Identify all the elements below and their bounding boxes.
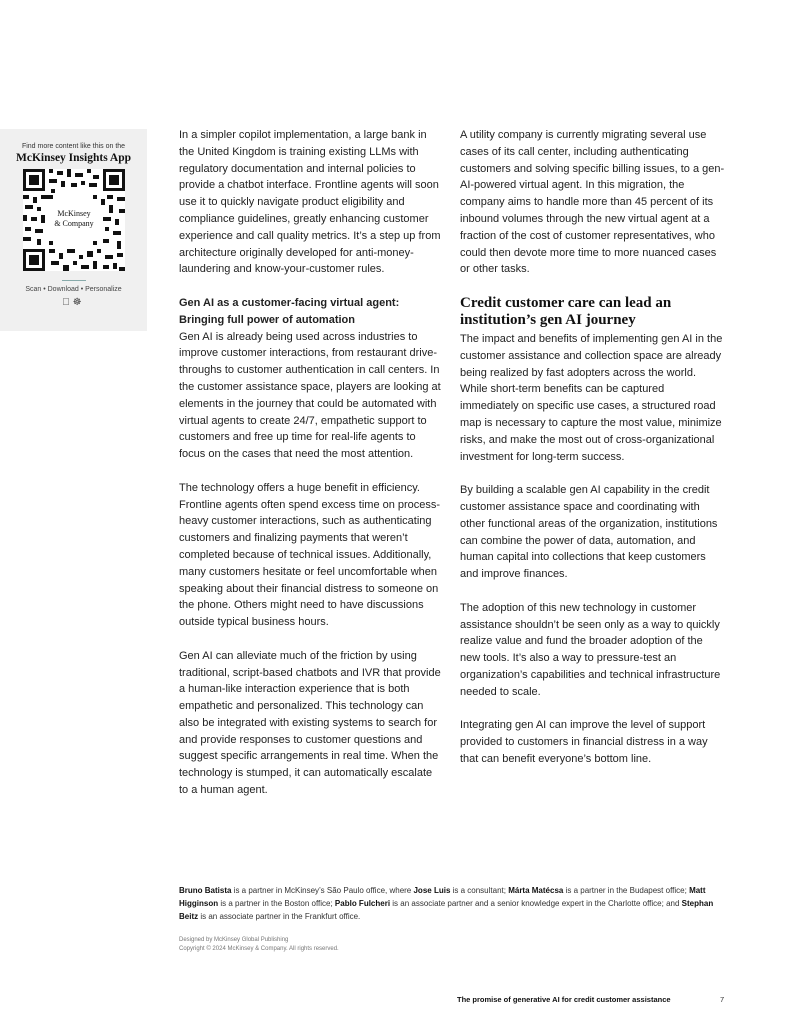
paragraph: The impact and benefits of implementing gen AI in the customer assistance and collection space are already being realized by fast adopters across the world. While short-term benefits can be captured immediately on specific use cases, a structured road map is necessary to capture the most value, minimize risks, and make the most out of cross-organizational investment for long-term success.: [460, 332, 723, 463]
author-name: Stephan Beitz: [179, 899, 714, 921]
page-number: 7: [720, 995, 725, 1004]
paragraph: Gen AI can alleviate much of the friction by using traditional, script-based chatbots and IVR that provide a human-like interaction experience that is both empathetic and personalized. This technology can also be integrated with existing systems to search for and provide responses to customer questions and suggest specific arrangements in real time. When the technology is stumped, it can automatically escalate to a human agent.: [179, 649, 441, 797]
credits: [179, 936, 339, 954]
author-name: Márta Matécsa: [508, 886, 564, 895]
promo-tagline: Scan • Download • Personalize: [25, 286, 122, 293]
apple-icon[interactable]: [62, 297, 73, 308]
author-name: Jose Luis: [413, 886, 451, 895]
copyright: Copyright © 2024 McKinsey & Company. All rights reserved.: [179, 946, 339, 952]
designed-by: Designed by McKinsey Global Publishing: [179, 937, 289, 943]
qr-code[interactable]: [23, 169, 125, 271]
left-column: [179, 127, 444, 816]
android-icon[interactable]: ☸: [67, 297, 80, 308]
promo-divider: [62, 280, 86, 281]
paragraph: The adoption of this new technology in customer assistance shouldn’t be seen only as a way to quickly realize value and fund the broader adoption of the new tools. It’s also a way to pressure-test an organization’s capabilities and technical infrastructure needed to scale.: [460, 601, 721, 698]
author-name: Matt Higginson: [179, 886, 706, 908]
author-bios: [179, 884, 719, 923]
author-text: is an associate partner in the Frankfurt office.: [198, 912, 361, 921]
paragraph: In a simpler copilot implementation, a large bank in the United Kingdom is training existing LLMs with regulatory documentation and internal policies to provide a chatbot interface. Frontline agents will soon use it to quickly navigate product eligibility and compliance guidelines, greatly enhancing customer experience and call quality metrics. It’s a step up from architecture originally developed for anti-money-laundering and know-your-customer rules.: [179, 129, 441, 276]
store-icons: [0, 297, 147, 308]
author-text: is an associate partner and a senior knowledge expert in the Charlotte office; and: [390, 899, 682, 908]
section-title: Credit customer care can lead an institution’s gen AI journey: [460, 294, 672, 328]
right-column: [460, 127, 725, 784]
promo-find-more: Find more content like this on the: [21, 143, 126, 150]
author-name: Bruno Batista: [179, 886, 232, 895]
qr-logo-line1: McKinsey: [56, 209, 91, 218]
paragraph: Integrating gen AI can improve the level of support provided to customers in financial distress in a way that can benefit everyone’s bottom line.: [460, 719, 708, 765]
promo-app-name: McKinsey Insights App: [15, 152, 132, 164]
paragraph: A utility company is currently migrating several use cases of its call center, including authenticating customers and solving specific billing issues, to a gen-AI-powered virtual agent. In this migration, the company aims to handle more than 45 percent of its inbound volumes through the new virtual agent at a fraction of the cost of customer representatives, who could then devote more time to more nuanced cases or other tasks.: [460, 129, 725, 276]
qr-logo-line2: & Company: [53, 219, 94, 228]
subhead: Gen AI as a customer-facing virtual agent: Bringing full power of automation: [179, 296, 400, 326]
author-name: Pablo Fulcheri: [334, 899, 391, 908]
author-text: is a partner in the Boston office;: [218, 899, 335, 908]
insights-app-promo: [0, 129, 147, 331]
author-text: is a partner in the Budapest office;: [563, 886, 690, 895]
footer-title: The promise of generative AI for credit customer assistance: [457, 995, 671, 1004]
paragraph: Gen AI is already being used across industries to improve customer interactions, from restaurant drive-throughs to customer authentication in call centers. In the customer assistance space, players are looking at elements in the journey that could be automated with virtual agents to create 24/7, empathetic support to customers and free up time for real-life agents to focus on the cases that need the most attention.: [179, 330, 441, 461]
paragraph: By building a scalable gen AI capability in the credit customer assistance space and coordinating with other functional areas of the organization, institutions can combine the power of data, automation, and human capital into collections that keep customers and improve finances.: [460, 484, 718, 581]
author-text: is a consultant;: [450, 886, 509, 895]
paragraph: The technology offers a huge benefit in efficiency. Frontline agents often spend excess time on process-heavy customer interactions, such as authenticating customers and finalizing payments that weren’t completed because of technical issues. Additionally, many customers hesitate or feel uncomfortable when speaking about their financial distress to someone on the phone. Others might need to have discussions outside typical business hours.: [179, 481, 441, 629]
author-text: is a partner in McKinsey’s São Paulo office, where: [231, 886, 414, 895]
